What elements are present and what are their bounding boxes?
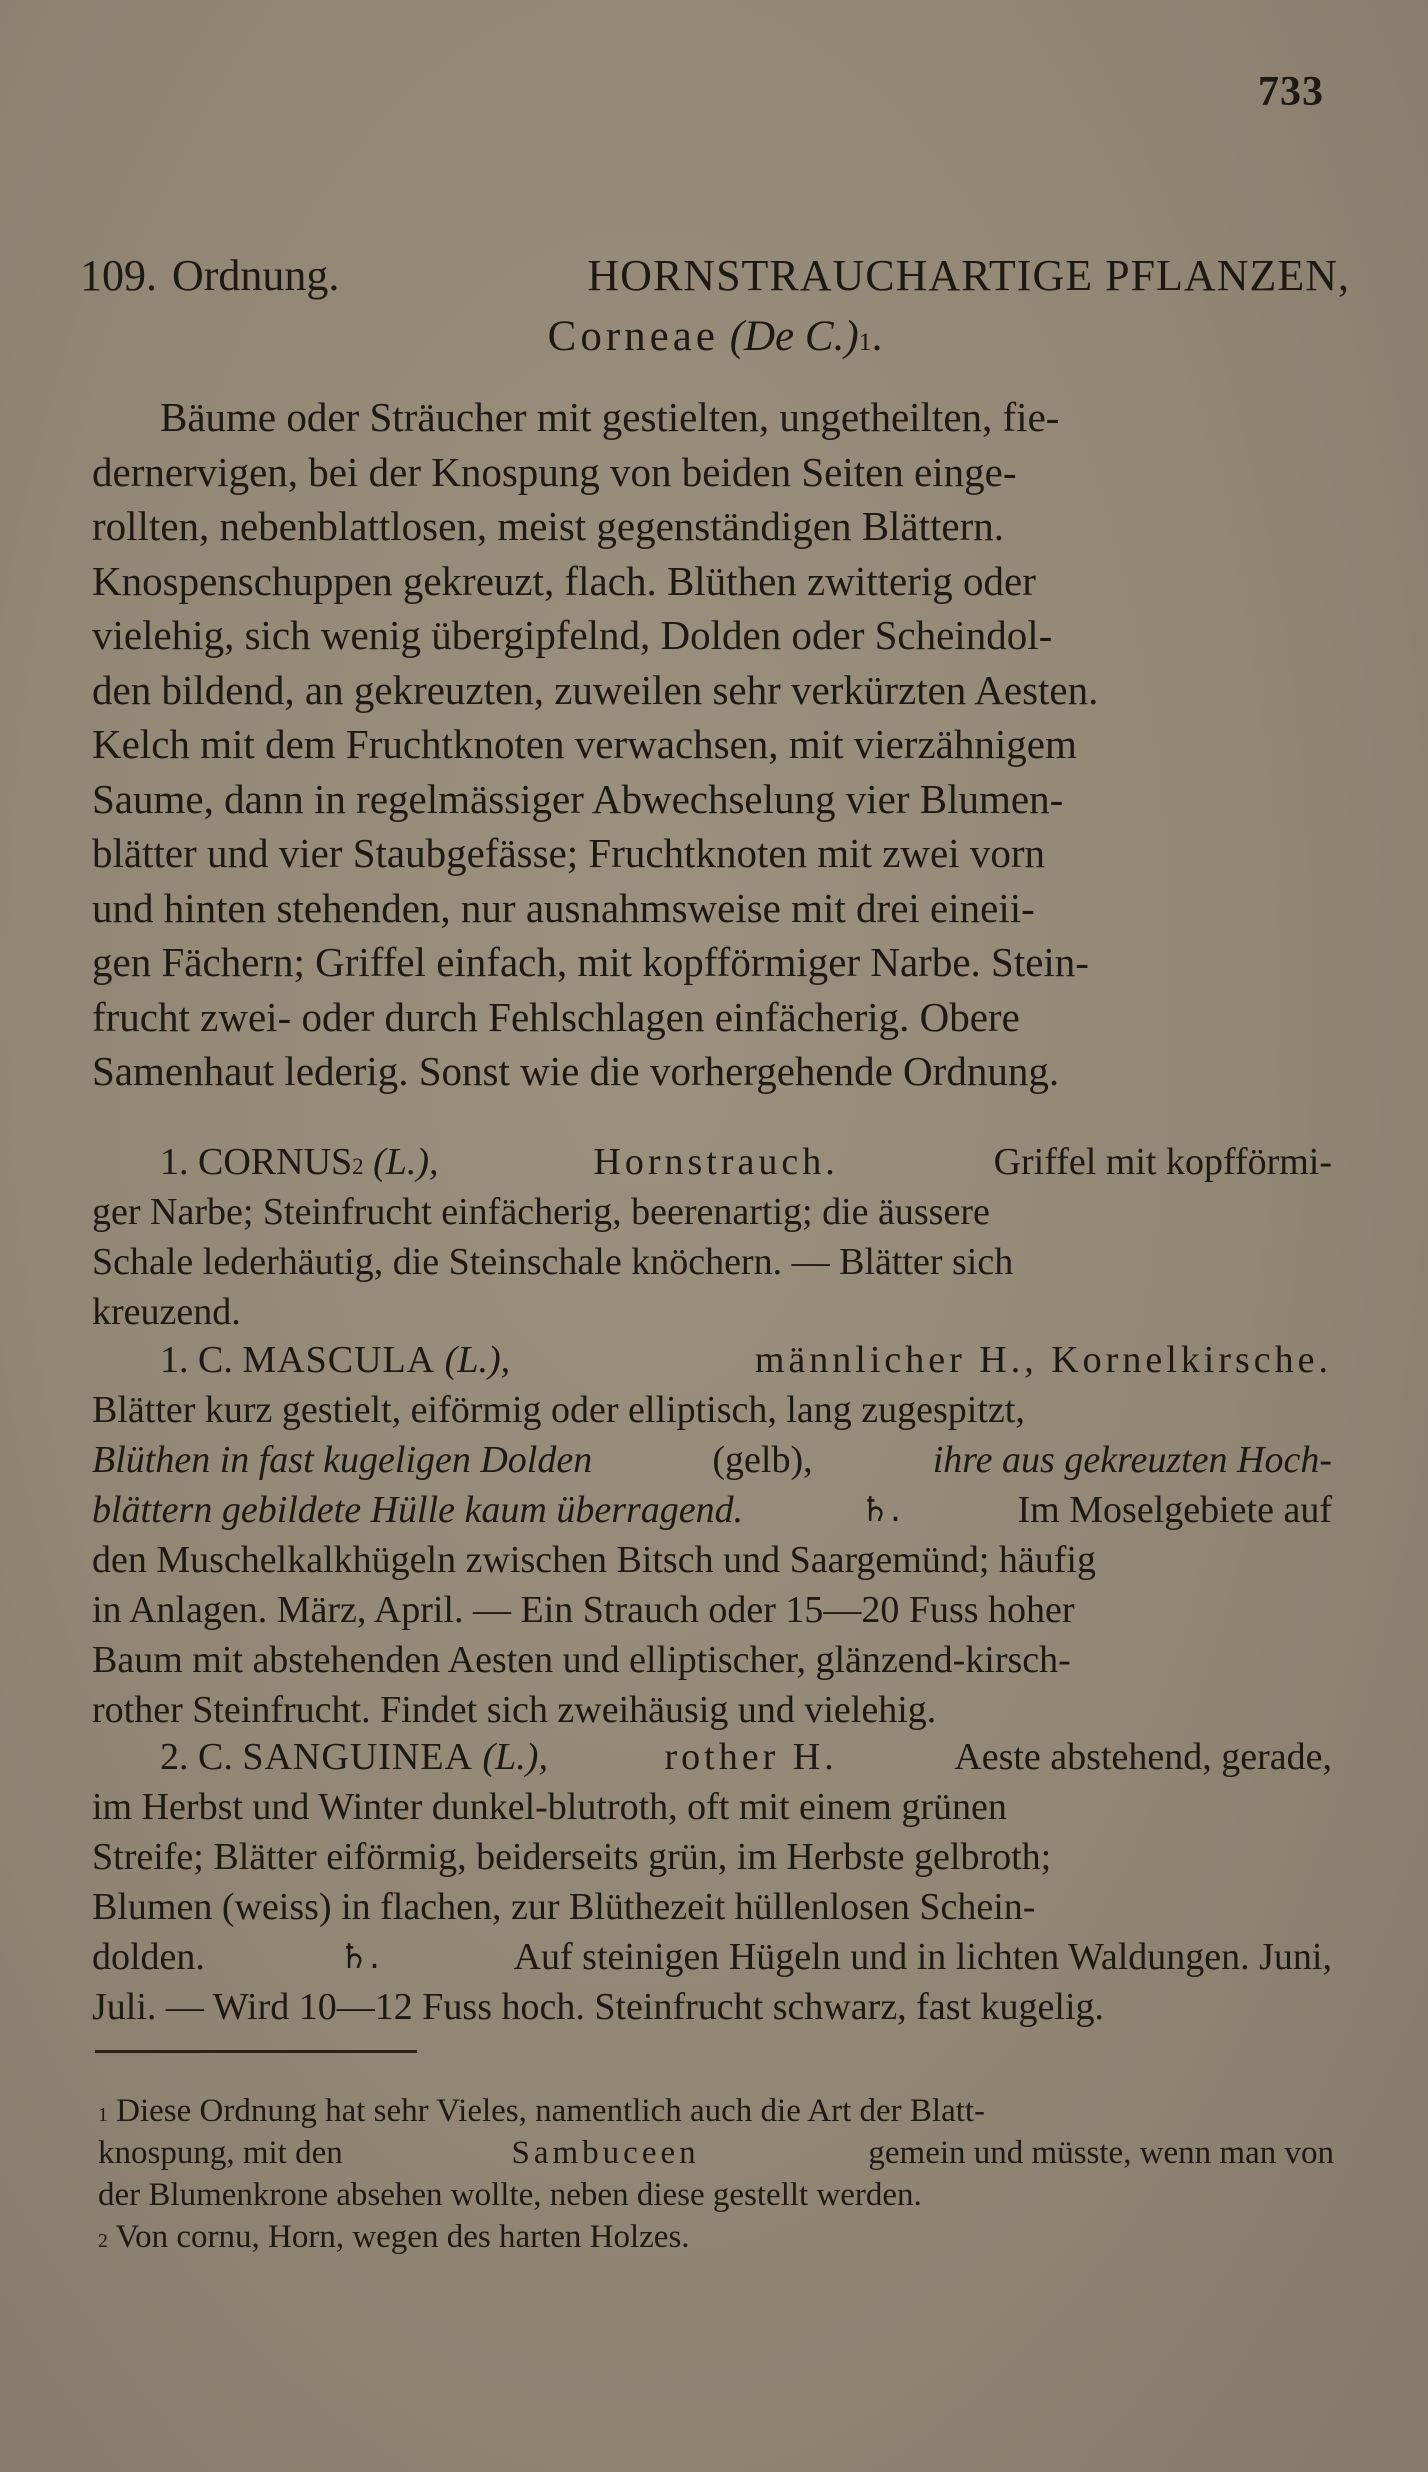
text-line: gen Fächern; Griffel einfach, mit kopfförmiger Narbe. Stein- [92, 939, 1089, 985]
order-title: HORNSTRAUCHARTIGE PFLANZEN, [587, 251, 1350, 300]
genus-cornus [92, 1137, 1332, 1337]
text-line [92, 1932, 1332, 1982]
footnote-1-line-3: der Blumenkrone absehen wollte, neben diese gestellt werden. [98, 2177, 922, 2213]
species-header-line [92, 1732, 1332, 1782]
genus-common-name: Hornstrauch. [593, 1141, 839, 1183]
text-line: Knospenschuppen gekreuzt, flach. Blüthen zwitterig oder [92, 557, 1036, 604]
text-line: Kelch mit dem Fruchtknoten verwachsen, mit vierzähnigem [92, 721, 1077, 767]
species-common-name: rother H. [664, 1736, 838, 1778]
text-line: Baum mit abstehenden Aesten und elliptischer, glänzend-kirsch- [92, 1639, 1071, 1681]
text-fragment: Blüthen in fast kugeligen Dolden [92, 1439, 593, 1481]
text-fragment: dolden. [92, 1936, 205, 1978]
genus-number: 1. [160, 1141, 189, 1183]
text-line: Juli. — Wird 10—12 Fuss hoch. Steinfrucht schwarz, fast kugelig. [92, 1986, 1105, 2028]
genus-header-line [92, 1137, 1332, 1187]
footnote-mark: 1 [98, 2104, 108, 2126]
text-line: Blumen (weiss) in flachen, zur Blüthezeit hüllenlosen Schein- [92, 1886, 1036, 1928]
text-line: Streife; Blätter eiförmig, beiderseits grün, im Herbste gelbroth; [92, 1836, 1052, 1878]
page-number: 733 [1258, 69, 1324, 115]
species-author: (L.), [444, 1339, 511, 1381]
text-line: vielehig, sich wenig übergipfelnd, Dolden oder Scheindol- [92, 612, 1053, 658]
text-line: dernervigen, bei der Knospung von beiden Seiten einge- [92, 448, 1017, 495]
order-title-line [80, 245, 1350, 307]
order-latin-name: Corneae [547, 313, 719, 360]
footnote-divider [95, 2050, 417, 2053]
text-line: Samenhaut lederig. Sonst wie die vorhergehende Ordnung. [92, 1048, 1060, 1094]
footnote-ref-2: 2 [352, 1154, 364, 1179]
text-line: blätter und vier Staubgefässe; Fruchtknoten mit zwei vorn [92, 830, 1046, 876]
species-number: 2. C. [160, 1736, 233, 1778]
species-number: 1. C. [160, 1339, 233, 1381]
footnote-emphasis: Sambuceen [511, 2135, 700, 2171]
text-line: den Muschelkalkhügeln zwischen Bitsch und Saargemünd; häufig [92, 1539, 1096, 1581]
species-mascula [92, 1335, 1332, 1735]
text-line: ger Narbe; Steinfrucht einfächerig, beerenartig; die äussere [92, 1191, 990, 1233]
text-fragment: Griffel mit kopfförmi- [993, 1141, 1332, 1183]
shrub-symbol-icon: ♄. [859, 1490, 901, 1530]
text-fragment: blättern gebildete Hülle kaum überragend. [92, 1489, 744, 1531]
order-author: (De C.) [729, 313, 859, 360]
text-fragment: Im Moselgebiete auf [1017, 1489, 1332, 1531]
order-subtitle: Corneae (De C.)$^1$. [547, 313, 883, 360]
species-common-name: männlicher H., Kornelkirsche. [754, 1339, 1332, 1381]
species-name: SANGUINEA [242, 1736, 474, 1778]
species-sanguinea [92, 1732, 1332, 2032]
text-line: und hinten stehenden, nur ausnahmsweise mit drei eineii- [92, 884, 1035, 931]
genus-name: CORNUS [198, 1141, 353, 1183]
text-line: kreuzend. [92, 1291, 241, 1333]
text-line: im Herbst und Winter dunkel-blutroth, oft mit einem grünen [92, 1786, 1007, 1828]
text-line: frucht zwei- oder durch Fehlschlagen einfächerig. Obere [92, 993, 1020, 1040]
text-line [92, 1435, 1332, 1485]
text-line: in Anlagen. März, April. — Ein Strauch oder 15—20 Fuss hoher [92, 1589, 1075, 1631]
order-number: 109. Ordnung. [80, 251, 340, 300]
footnote-2: $^2$ Von cornu, Horn, wegen des harten Holzes. [98, 2219, 690, 2255]
footnote-mark: 2 [98, 2230, 108, 2252]
text-line [92, 1485, 1332, 1535]
genus-author: (L.), [373, 1141, 439, 1183]
text-fragment: Auf steinigen Hügeln und in lichten Waldungen. Juni, [513, 1936, 1332, 1978]
text-line: rollten, nebenblattlosen, meist gegenständigen Blättern. [92, 503, 1005, 549]
footnotes [98, 2090, 1334, 2258]
footnote-1-line-2: knospung, mit den Sambuceen gemein und müsste, wenn man von [98, 2132, 1334, 2174]
text-fragment: (gelb), [712, 1439, 813, 1481]
species-name: MASCULA [242, 1339, 436, 1381]
text-line: Blätter kurz gestielt, eiförmig oder elliptisch, lang zugespitzt, [92, 1389, 1025, 1431]
text-line: Saume, dann in regelmässiger Abwechselung vier Blumen- [92, 775, 1064, 822]
footnote-ref-1: 1 [858, 327, 872, 356]
species-header-line [92, 1335, 1332, 1385]
text-line: Schale lederhäutig, die Steinschale knöchern. — Blätter sich [92, 1241, 1014, 1283]
species-author: (L.), [482, 1736, 548, 1778]
text-line: Bäume oder Sträucher mit gestielten, ungetheilten, fie- [160, 394, 1060, 440]
order-heading [80, 245, 1350, 367]
shrub-symbol-icon: ♄. [338, 1937, 380, 1977]
footnote-1: $^1$ Diese Ordnung hat sehr Vieles, namentlich auch die Art der Blatt- [98, 2093, 986, 2129]
order-description [92, 390, 1332, 1099]
text-fragment: Aeste abstehend, gerade, [954, 1736, 1332, 1778]
text-fragment: ihre aus gekreuzten Hoch- [932, 1439, 1332, 1481]
text-line: rother Steinfrucht. Findet sich zweihäusig und vielehig. [92, 1689, 937, 1731]
text-line: den bildend, an gekreuzten, zuweilen sehr verkürzten Aesten. [92, 666, 1099, 713]
